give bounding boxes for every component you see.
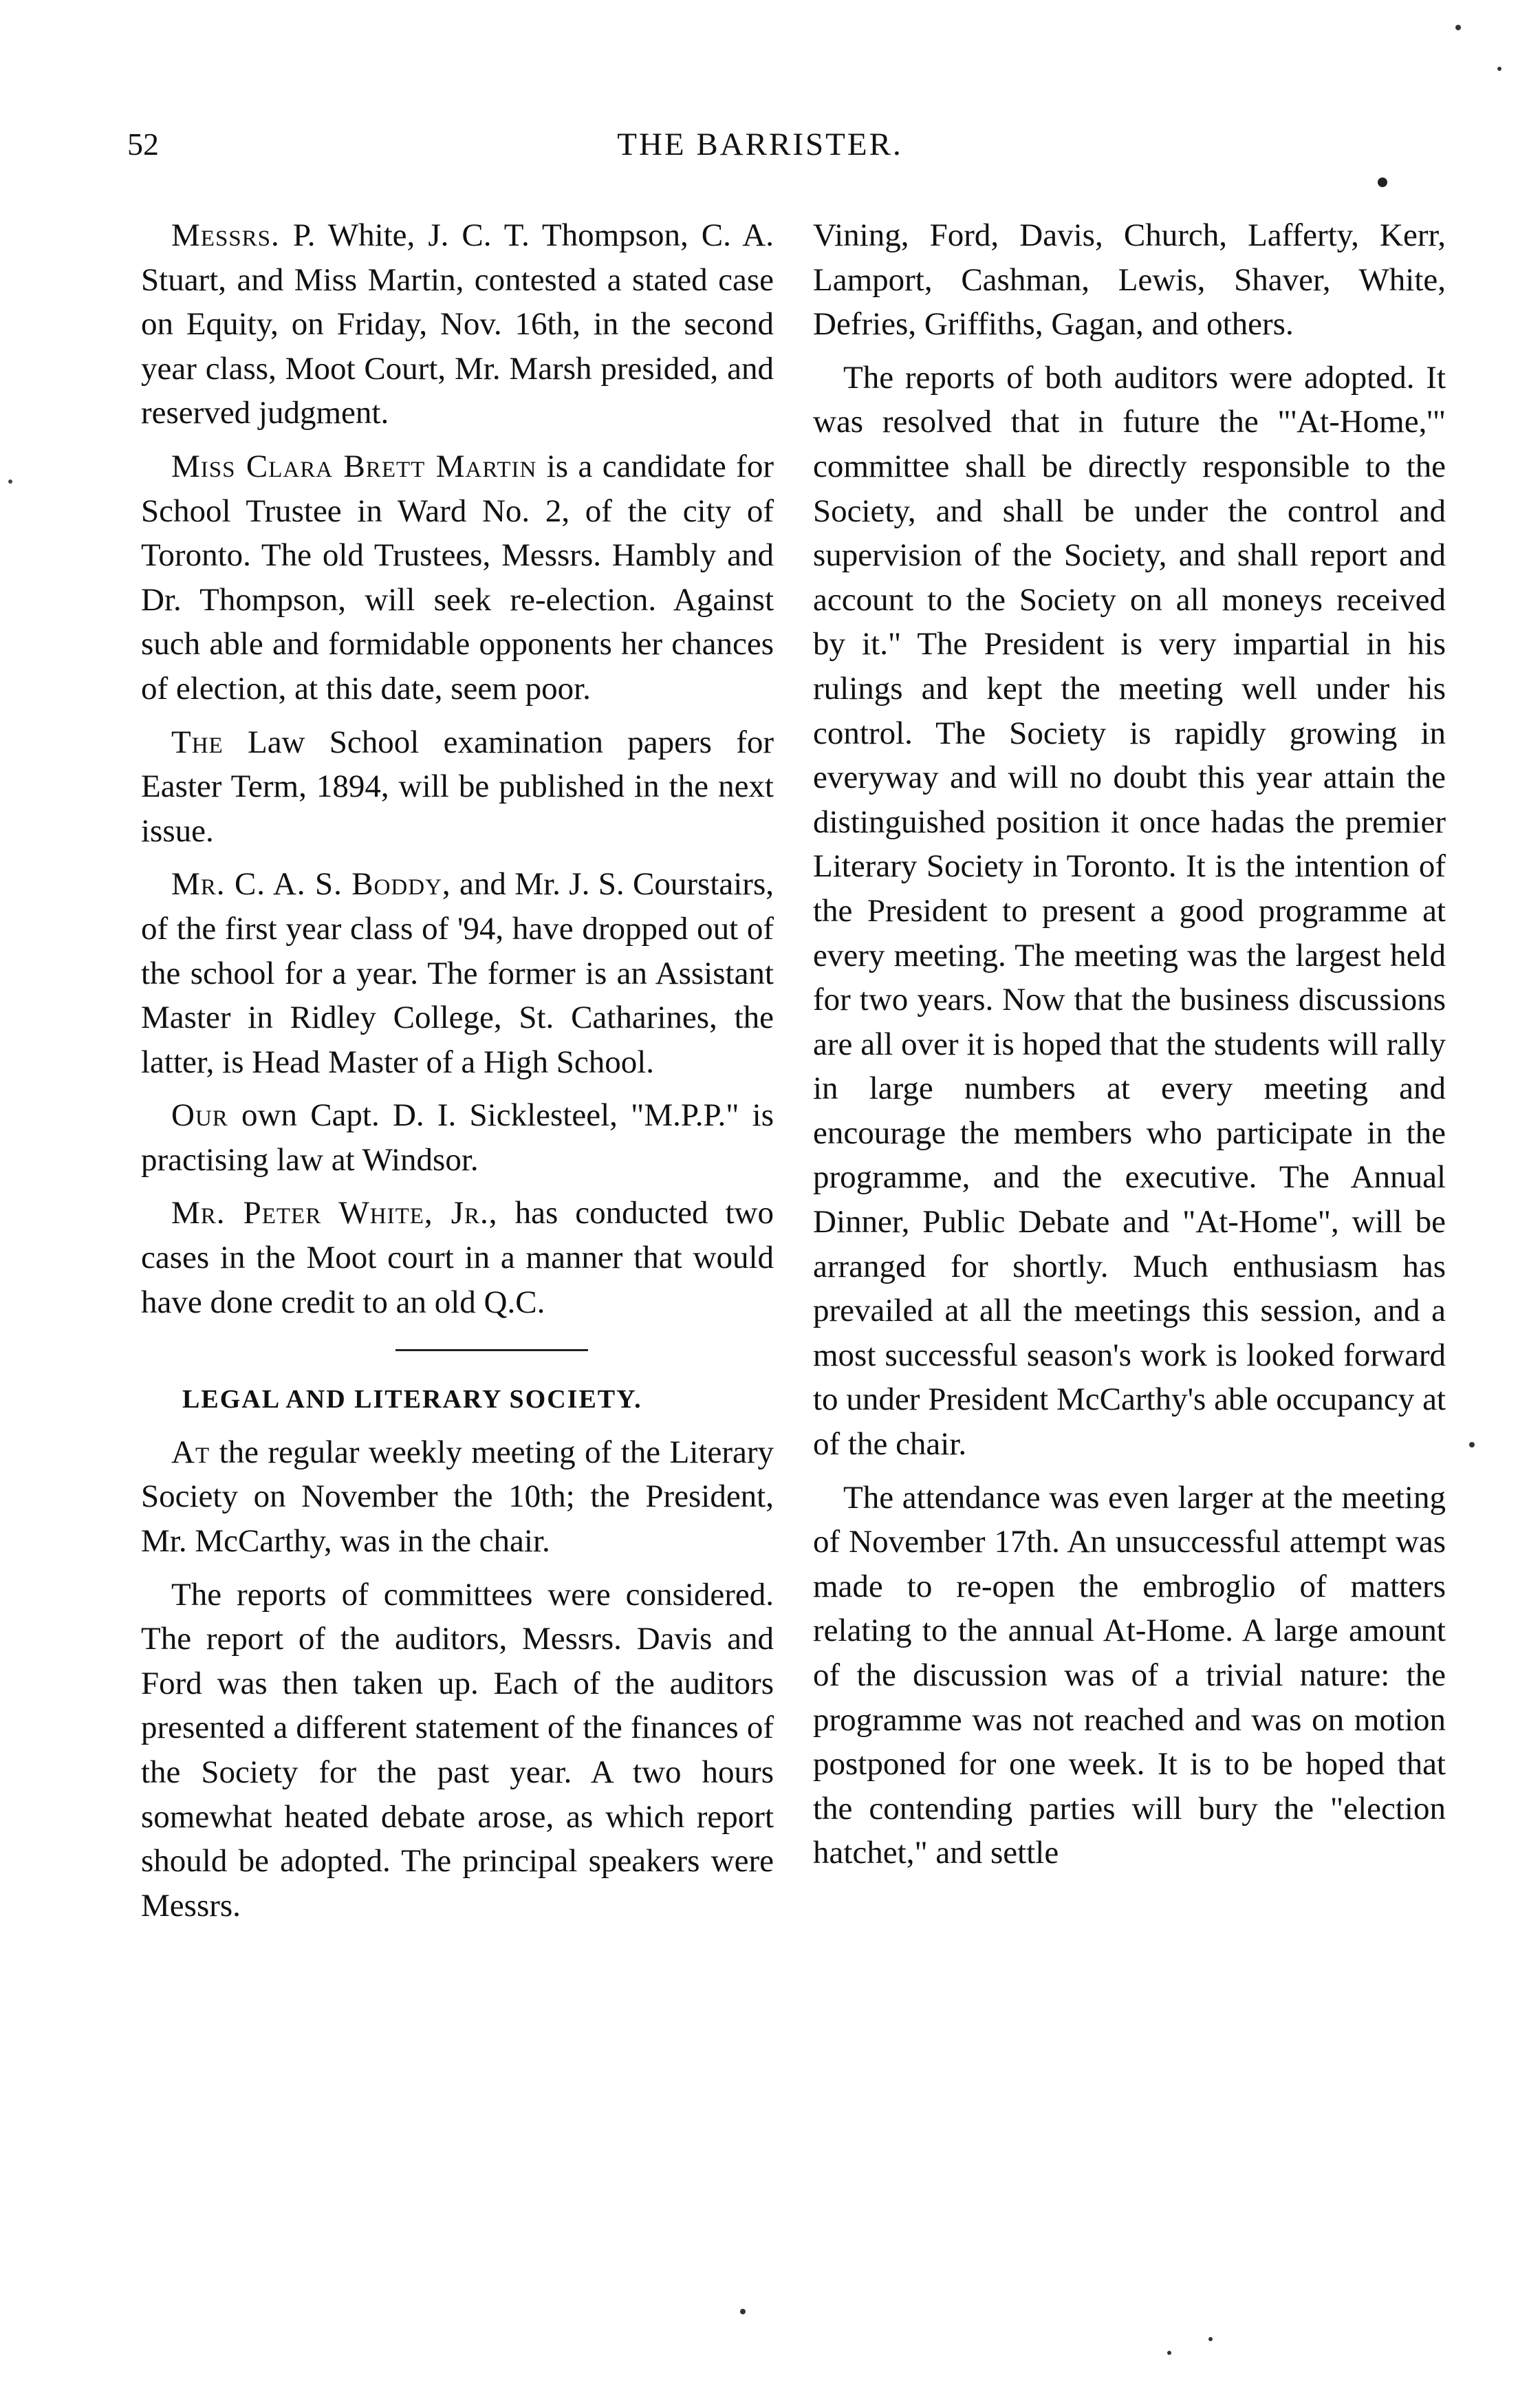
item-text: and Mr. J. S. Courstairs, of the first year class of '94, have dropped out of the school for a year. The former is an Assistant Master in Ridley College, St. Catharines, the latter, is Head Master of a High School. xyxy=(141,866,774,1080)
item-text: P. White, J. C. T. Thompson, C. A. Stuart, and Miss Martin, contested a stated case on Equity, on Friday, Nov. 16th, in the second year class, Moot Court, Mr. Marsh presided, and reserved judgment. xyxy=(141,217,774,431)
right-column xyxy=(813,213,1446,1884)
news-item-exam-papers xyxy=(141,720,774,854)
item-lead: The xyxy=(171,724,224,760)
article-paragraph xyxy=(141,1573,774,1928)
item-text: has conducted two cases in the Moot court in a manner that would have done credit to an old Q.C. xyxy=(141,1195,774,1320)
item-lead: Messrs. xyxy=(171,217,280,253)
news-item-peter-white xyxy=(141,1191,774,1324)
news-item-sicklesteel xyxy=(141,1093,774,1182)
section-divider xyxy=(395,1349,588,1351)
article-paragraph: Vining, Ford, Davis, Church, Lafferty, Kerr, Lamport, Cashman, Lewis, Shaver, White, Defries, Griffiths, Gagan, and others. xyxy=(813,217,1446,343)
item-text: Law School examination papers for Easter Term, 1894, will be published in the next issue. xyxy=(141,724,774,849)
news-item-dropped-out xyxy=(141,862,774,1084)
article-paragraph xyxy=(141,1430,774,1564)
page-header xyxy=(127,126,1434,174)
item-lead: At xyxy=(171,1434,210,1470)
news-item-school-trustee xyxy=(141,444,774,711)
item-text: The reports of committees were considered. The report of the auditors, Messrs. Davis and Ford was then taken up. Each of the auditors presented a different statement of the finances of the Society for the past year. A two hours somewhat heated debate arose, as which report should be adopted. The principal speakers were Messrs. xyxy=(141,1576,774,1924)
item-text: own Capt. D. I. Sicklesteel, "M.P.P." is practising law at Windsor. xyxy=(141,1097,774,1178)
news-item-moot-court xyxy=(141,213,774,435)
item-lead: Mr. Peter White, Jr., xyxy=(171,1195,498,1231)
section-heading: LEGAL AND LITERARY SOCIETY. xyxy=(182,1385,642,1414)
article-paragraph: The attendance was even larger at the meeting of November 17th. An unsuccessful attempt was made to re-open the embroglio of matters relating to the annual At-Home. A large amount of the discussion was of a trivial nature: the programme was not reached and was on motion postponed for one week. It is to be hoped that the contending parties will bury the "election hatchet," and settle xyxy=(813,1479,1446,1871)
item-lead: Our xyxy=(171,1097,228,1134)
item-lead: Mr. C. A. S. Boddy, xyxy=(171,866,451,903)
left-column xyxy=(141,213,774,1937)
page-number: 52 xyxy=(127,127,159,162)
article-paragraph: The reports of both auditors were adopted. It was resolved that in future the "'At-Home,'" committee shall be directly responsible to the Society, and shall be under the control and supervision of the Society, and shall report and account to the Society on all moneys received by it." The President is very impartial in his rulings and kept the meeting well under his control. The Society is rapidly growing in everyway and will no doubt this year attain the distinguished position it once hadas the premier Literary Society in Toronto. It is the intention of the President to present a good programme at every meeting. The meeting was the largest held for two years. Now that the business discussions are all over it is hoped that the students will rally in large numbers at every meeting and encourage the members who participate in the programme, and the executive. The Annual Dinner, Public Debate and "At-Home", will be arranged for shortly. Much enthusiasm has prevailed at all the meetings this session, and a most successful season's work is looked forward to under President McCarthy's able occupancy at of the chair. xyxy=(813,359,1446,1463)
item-lead: Miss Clara Brett Martin xyxy=(171,448,537,484)
running-title: THE BARRISTER. xyxy=(617,127,903,162)
item-text: is a candidate for School Trustee in Ward No. 2, of the city of Toronto. The old Trustees, Messrs. Hambly and Dr. Thompson, will seek re-election. Against such able and formidable opponents her chances of election, at this date, seem poor. xyxy=(141,448,774,707)
item-text: the regular weekly meeting of the Literary Society on November the 10th; the President, Mr. McCarthy, was in the chair. xyxy=(141,1434,774,1560)
